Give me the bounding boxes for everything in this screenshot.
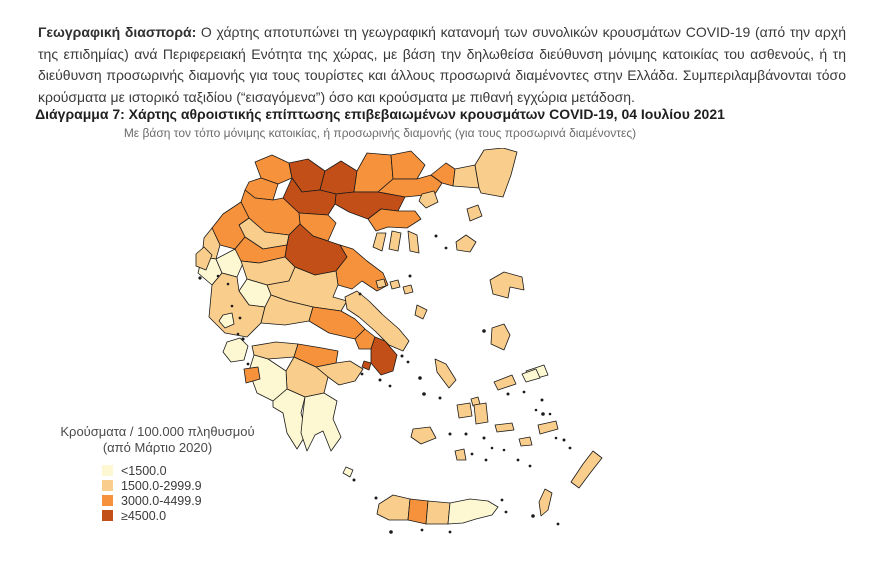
region-kefalonia	[223, 338, 248, 362]
region-rodopi	[453, 165, 479, 188]
intro-text: Ο χάρτης αποτυπώνει τη γεωγραφική κατανομή των συνολικών κρουσμάτων COVID-19 (από την αρχή της επιδημίας) ανά Περιφερειακή Ενότητα της χώρας, με βάση την δηλωθείσα διεύθυνση μόνιμης κατοικίας του ασθενούς, ή τη διεύθυνση προσωρινής διαμονής για τους τουρίστες και άλλους προσωρινά διαμένοντες στην Ελλάδα. Συμπεριλαμβάνονται τόσο κρούσματα με ιστορικό ταξιδίου (“εισαγόμενα”) όσο και κρούσματα με πιθανή εγχώρια μετάδοση.	[38, 24, 846, 105]
region-kos	[538, 421, 558, 434]
region-andros	[435, 359, 456, 388]
region-skiathos	[376, 279, 386, 288]
region-skopelos	[390, 280, 400, 289]
region-rethymno	[408, 499, 428, 524]
region-salamina	[362, 361, 371, 370]
islet-dot	[465, 433, 468, 436]
legend-label-class1: <1500.0	[121, 463, 167, 478]
region-limnos	[456, 235, 476, 252]
islet-dot	[237, 333, 240, 336]
islet-dot	[491, 447, 494, 450]
islet-dot	[227, 283, 230, 286]
region-chios	[491, 324, 510, 350]
islet-dot	[241, 337, 244, 340]
islet-dot	[359, 293, 362, 296]
legend-title-line2: (από Μάρτιο 2020)	[102, 440, 213, 455]
legend-swatch-class3	[102, 495, 113, 506]
region-evros	[475, 148, 517, 197]
islet-dot	[231, 305, 234, 308]
islet-dot	[549, 413, 552, 416]
islet-dot	[569, 447, 572, 450]
islet-dot	[523, 391, 526, 394]
figure-title: Διάγραμμα 7: Χάρτης αθροιστικής επίπτωσης επιβεβαιωμένων κρουσμάτων COVID-19, 04 Ιουλίου 2021	[35, 106, 725, 122]
islet-dot	[535, 409, 538, 412]
figure-subtitle: Με βάση τον τόπο μόνιμης κατοικίας, ή προσωρινής διαμονής (για τους προσωρινά διαμένοντες)	[123, 126, 637, 140]
islet-dot	[353, 479, 356, 482]
islet-dot	[198, 276, 201, 279]
region-sithonia-peninsula	[389, 231, 401, 251]
legend-swatch-class2	[102, 480, 113, 491]
region-drama	[391, 151, 425, 179]
region-lasithi	[448, 499, 498, 524]
intro-label: Γεωγραφική διασπορά:	[38, 24, 197, 40]
intro-paragraph	[38, 22, 846, 108]
islet-dot	[555, 437, 558, 440]
islet-dot	[541, 399, 544, 402]
islet-dot	[482, 329, 486, 333]
legend-label-class3: 3000.0-4499.9	[121, 493, 202, 508]
legend-title	[40, 424, 275, 456]
region-kilkis	[320, 161, 357, 194]
region-lesvos	[490, 272, 524, 298]
legend-row	[102, 493, 275, 508]
islet-dot	[217, 275, 220, 278]
islet-dot	[239, 317, 242, 320]
region-rhodes	[571, 451, 602, 488]
islet-dot	[563, 439, 566, 442]
region-alonissos	[403, 285, 413, 294]
region-astypalaia	[519, 437, 532, 446]
legend-row	[102, 508, 275, 523]
islet-dot	[557, 523, 560, 526]
legend-rows	[40, 463, 275, 523]
legend-title-line1: Κρούσματα / 100.000 πληθυσμού	[60, 424, 255, 439]
islet-dot	[529, 465, 532, 468]
region-heraklion	[426, 501, 450, 524]
islet-dot	[389, 385, 392, 388]
islet-dot	[439, 397, 442, 400]
islet-dot	[409, 275, 412, 278]
region-naxos	[474, 403, 488, 424]
region-santorini	[455, 449, 466, 460]
islet-dot	[501, 499, 504, 502]
islet-dot	[401, 355, 404, 358]
islet-dot	[449, 531, 452, 534]
region-amorgos	[495, 423, 514, 432]
islet-dot	[449, 433, 452, 436]
region-samothraki	[467, 205, 482, 221]
legend-row	[102, 463, 275, 478]
legend-row	[102, 478, 275, 493]
islet-dot	[471, 453, 474, 456]
region-kassandra-peninsula	[373, 233, 386, 251]
islet-dot	[483, 437, 486, 440]
region-laconia	[301, 393, 341, 451]
islet-dot	[505, 511, 508, 514]
islet-dot	[379, 379, 382, 382]
legend-swatch-class1	[102, 465, 113, 476]
islet-dot	[389, 530, 393, 534]
legend-label-class4: ≥4500.0	[121, 508, 167, 523]
region-skyros	[415, 305, 427, 319]
legend-swatch-class4	[102, 510, 113, 521]
islet-dot	[531, 514, 535, 518]
islet-dot	[247, 363, 250, 366]
islet-dot	[445, 247, 448, 250]
islet-dot	[503, 449, 506, 452]
region-milos	[411, 427, 436, 444]
islet-dot	[418, 376, 422, 380]
islet-dot	[375, 497, 378, 500]
islet-dot	[421, 529, 424, 532]
region-kythira	[343, 467, 353, 477]
islet-dot	[407, 361, 410, 364]
map-legend	[40, 424, 275, 523]
legend-label-class2: 1500.0-2999.9	[121, 478, 202, 493]
region-paros	[457, 403, 472, 418]
region-athos-peninsula	[408, 231, 419, 253]
region-tinos	[494, 375, 516, 390]
region-chania	[377, 495, 410, 520]
region-karpathos	[539, 489, 552, 516]
islet-dot	[507, 393, 510, 396]
region-messinia	[273, 389, 307, 449]
islet-dot	[435, 235, 438, 238]
islet-dot	[485, 459, 488, 462]
islet-dot	[541, 412, 545, 416]
region-mykonos	[522, 369, 540, 382]
islet-dot	[422, 392, 426, 396]
islet-dot	[517, 459, 520, 462]
islet-dot	[361, 373, 364, 376]
